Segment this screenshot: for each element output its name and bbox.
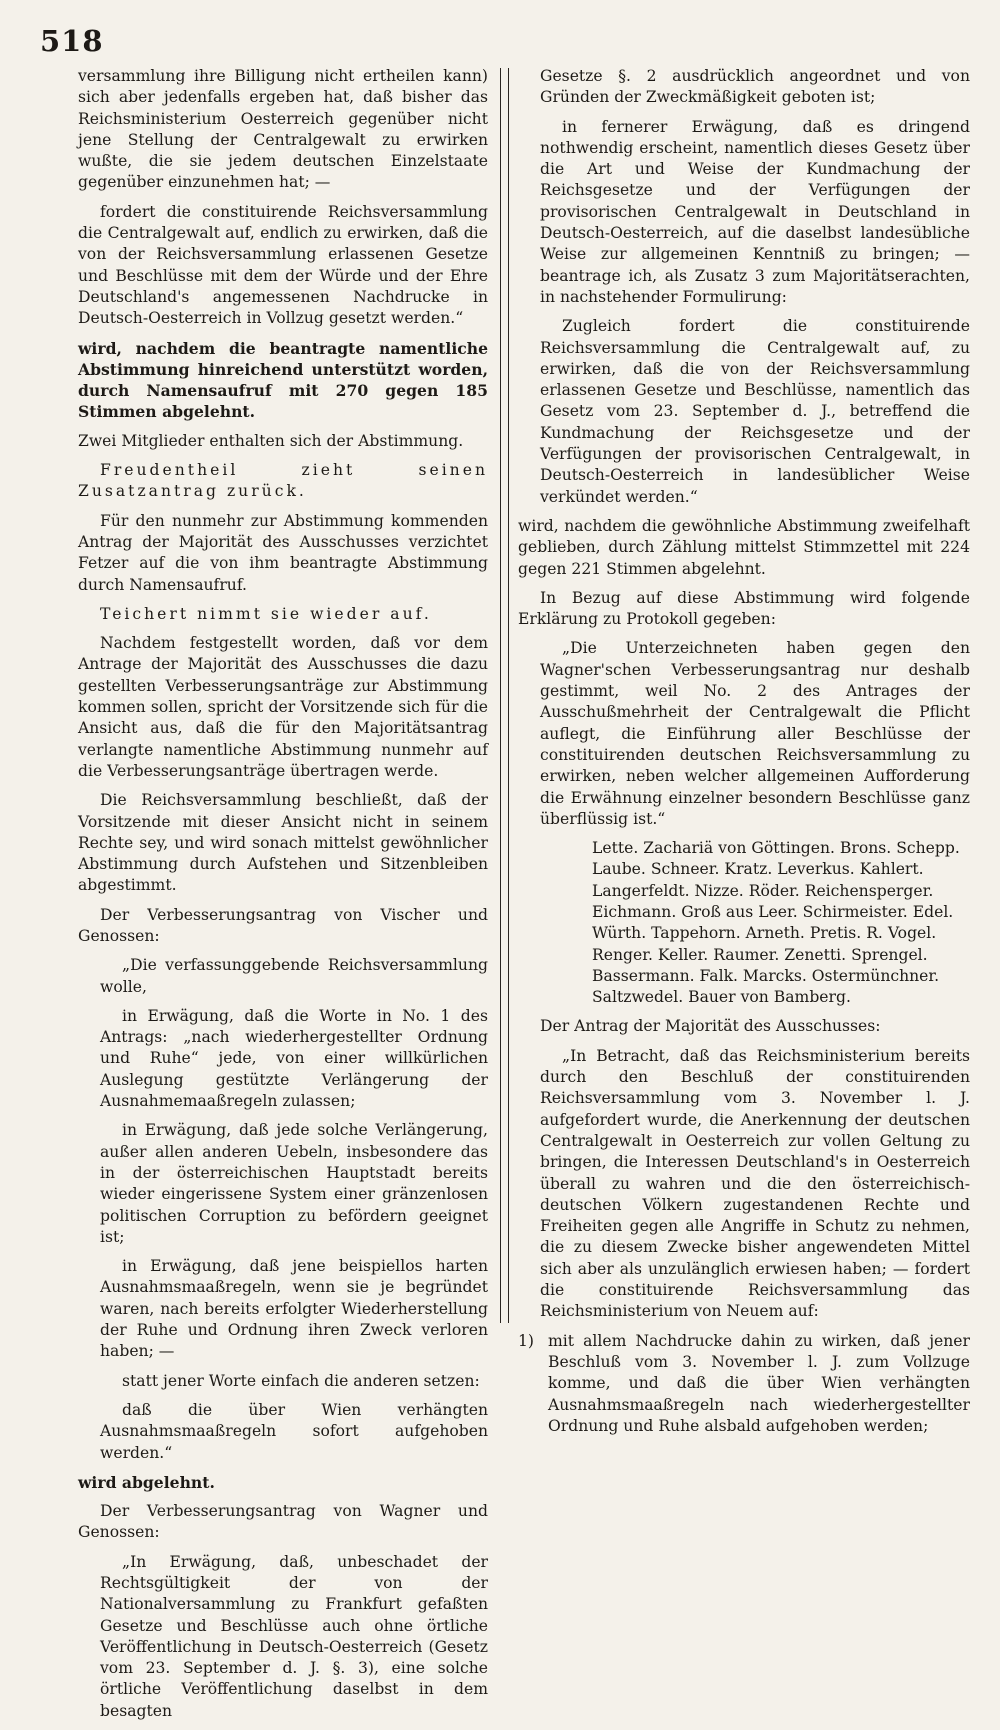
paragraph: Der Verbesserungsantrag von Vischer und Genossen: xyxy=(78,905,488,945)
item-number: 1) xyxy=(518,1331,535,1350)
paragraph: wird, nachdem die gewöhnliche Abstimmung zweifelhaft geblieben, durch Zählung mittelst Stimmzettel mit 224 gegen 221 Stimmen abgelehnt. xyxy=(518,516,970,578)
paragraph: Für den nunmehr zur Abstimmung kommenden Antrag der Majorität des Ausschusses verzichtet Fetzer auf die von ihm beantragte Abstimmung durch Namensaufruf. xyxy=(78,511,488,594)
left-column xyxy=(78,66,488,1730)
paragraph: statt jener Worte einfach die anderen setzen: xyxy=(122,1371,480,1390)
paragraph: wird, nachdem die beantragte namentliche Abstimmung hinreichend unterstützt worden, durch Namensaufruf mit 270 gegen 185 Stimmen abgelehnt. xyxy=(78,338,488,422)
paragraph: wird abgelehnt. xyxy=(78,1472,215,1492)
paragraph: in Erwägung, daß jene beispiellos harten Ausnahmsmaaßregeln, wenn sie je begründet waren, nach bereits erfolgter Wiederherstellung der Ruhe und Ordnung ihren Zweck verloren haben; — xyxy=(100,1257,488,1361)
right-column xyxy=(518,66,970,1437)
paragraph: in Erwägung, daß jede solche Verlängerung, außer allen anderen Uebeln, insbesondere das in der österreichischen Hauptstadt bereits wieder eingerissene System einer gränzenlosen politischen Corruption zu befördern geeignet ist; xyxy=(100,1121,488,1246)
paragraph: Die Reichsversammlung beschließt, daß der Vorsitzende mit dieser Ansicht nicht in seinem Rechte sey, und wird sonach mittelst gewöhnlicher Abstimmung durch Aufstehen und Sitzenbleiben abgestimmt. xyxy=(78,791,488,895)
column-divider xyxy=(500,68,509,1323)
page-number: 518 xyxy=(40,24,104,58)
paragraph: Nachdem festgestellt worden, daß vor dem Antrage der Majorität des Ausschusses die dazu gestellten Verbesserungsanträge zur Abstimmung kommen sollen, spricht der Vorsitzende sich für die Ansicht aus, daß die für den Majoritätsantrag verlangte namentliche Abstimmung nunmehr auf die Verbesserungsanträge übertragen werde. xyxy=(78,634,488,780)
item-text: mit allem Nachdrucke dahin zu wirken, daß jener Beschluß vom 3. November l. J. zum Vollzuge komme, und daß die über Wien verhängten Ausnahmsmaaßregeln nach wiederhergestellter Ordnung und Ruhe alsbald aufgehoben werden; xyxy=(548,1331,970,1435)
paragraph: fordert die constituirende Reichsversammlung die Centralgewalt auf, endlich zu erwirken, daß die von der Reichsversammlung erlassenen Gesetze und Beschlüsse mit dem der Würde und der Ehre Deutschland's angemessenen Nachdrucke in Deutsch-Oesterreich in Vollzug gesetzt werden.“ xyxy=(78,202,488,328)
paragraph: Der Verbesserungsantrag von Wagner und Genossen: xyxy=(78,1502,488,1542)
paragraph: in fernerer Erwägung, daß es dringend nothwendig erscheint, namentlich dieses Gesetz über die Art und Weise der Kundmachung der Reichsgesetze und der Verfügungen der provisorischen Centralgewalt in Deutschland in Deutsch-Oesterreich, auf die daselbst landesübliche Weise zur allgemeinen Kenntniß zu bringen; — beantrage ich, als Zusatz 3 zum Majoritätserachten, in nachstehender Formulirung: xyxy=(540,117,970,306)
paragraph: in Erwägung, daß die Worte in No. 1 des Antrags: „nach wiederhergestellter Ordnung und Ruhe“ jede, von einer willkürlichen Auslegung gestützte Verlängerung der Ausnahmemaaßregeln zulassen; xyxy=(100,1006,488,1111)
paragraph: Der Antrag der Majorität des Ausschusses: xyxy=(540,1017,881,1036)
paragraph: „Die verfassunggebende Reichsversammlung wolle, xyxy=(100,956,488,996)
paragraph: daß die über Wien verhängten Ausnahmsmaaßregeln sofort aufgehoben werden.“ xyxy=(100,1400,488,1462)
paragraph: Freudentheil zieht seinen Zusatzantrag zurück. xyxy=(78,461,488,501)
paragraph: Zugleich fordert die constituirende Reichsversammlung die Centralgewalt auf, zu erwirken, daß die von der Reichsversammlung erlassenen Gesetze und Beschlüsse, namentlich das Gesetz vom 23. September d. J., betreffend die Kundmachung der Reichsgesetze und der Verfügungen der provisorischen Centralgewalt, in Deutsch-Oesterreich in landesüblicher Weise verkündet werden.“ xyxy=(540,317,970,506)
paragraph: Teichert nimmt sie wieder auf. xyxy=(100,604,432,623)
paragraph: In Bezug auf diese Abstimmung wird folgende Erklärung zu Protokoll gegeben: xyxy=(518,588,970,629)
paragraph: versammlung ihre Billigung nicht ertheilen kann) sich aber jedenfalls ergeben hat, daß bisher das Reichsministerium Oesterreich gegenüber nicht jene Stellung der Centralgewalt zu erwirken wußte, die sie jedem deutschen Einzelstaate gegenüber einzunehmen hat; — xyxy=(78,67,488,192)
paragraph: Gesetze §. 2 ausdrücklich angeordnet und von Gründen der Zweckmäßigkeit geboten ist; xyxy=(540,67,970,107)
signatory-list: Lette. Zachariä von Göttingen. Brons. Schepp. Laube. Schneer. Kratz. Leverkus. Kahlert. Langerfeldt. Nizze. Röder. Reichensperger. Eichmann. Groß aus Leer. Schirmeister. Edel. Würth. Tappehorn. Arneth. Pretis. R. Vogel. Renger. Keller. Raumer. Zenetti. Sprengel. Bassermann. Falk. Marcks. Ostermünchner. Saltzwedel. Bauer von Bamberg. xyxy=(592,839,960,1007)
paragraph: Zwei Mitglieder enthalten sich der Abstimmung. xyxy=(78,431,464,450)
paragraph: „In Betracht, daß das Reichsministerium bereits durch den Beschluß der constituirenden Reichsversammlung vom 3. November l. J. aufgefordert wurde, die Anerkennung der deutschen Centralgewalt in Oesterreich zur vollen Geltung zu bringen, die Interessen Deutschland's in Oesterreich überall zu wahren und die den österreichisch-deutschen Völkern zugestandenen Rechte und Freiheiten gegen alle Angriffe in Schutz zu nehmen, die zu diesem Zwecke bisher angewendeten Mittel sich aber als unzulänglich erwiesen haben; — fordert die constituirende Reichsversammlung das Reichsministerium von Neuem auf: xyxy=(540,1046,970,1321)
paragraph: „In Erwägung, daß, unbeschadet der Rechtsgültigkeit der von der Nationalversammlung zu Frankfurt gefaßten Gesetze und Beschlüsse auch ohne örtliche Veröffentlichung in Deutsch-Oesterreich (Gesetz vom 23. September d. J. §. 3), eine solche örtliche Veröffentlichung daselbst in dem besagten xyxy=(100,1552,488,1720)
paragraph: „Die Unterzeichneten haben gegen den Wagner'schen Verbesserungsantrag nur deshalb gestimmt, weil No. 2 des Antrages der Ausschußmehrheit der Centralgewalt die Pflicht auflegt, die Einführung aller Beschlüsse der constituirenden deutschen Reichsversammlung zu erwirken, neben welcher allgemeinen Aufforderung die Erwähnung einzelner besondern Beschlüsse ganz überflüssig ist.“ xyxy=(540,639,970,828)
numbered-item xyxy=(518,1331,970,1437)
